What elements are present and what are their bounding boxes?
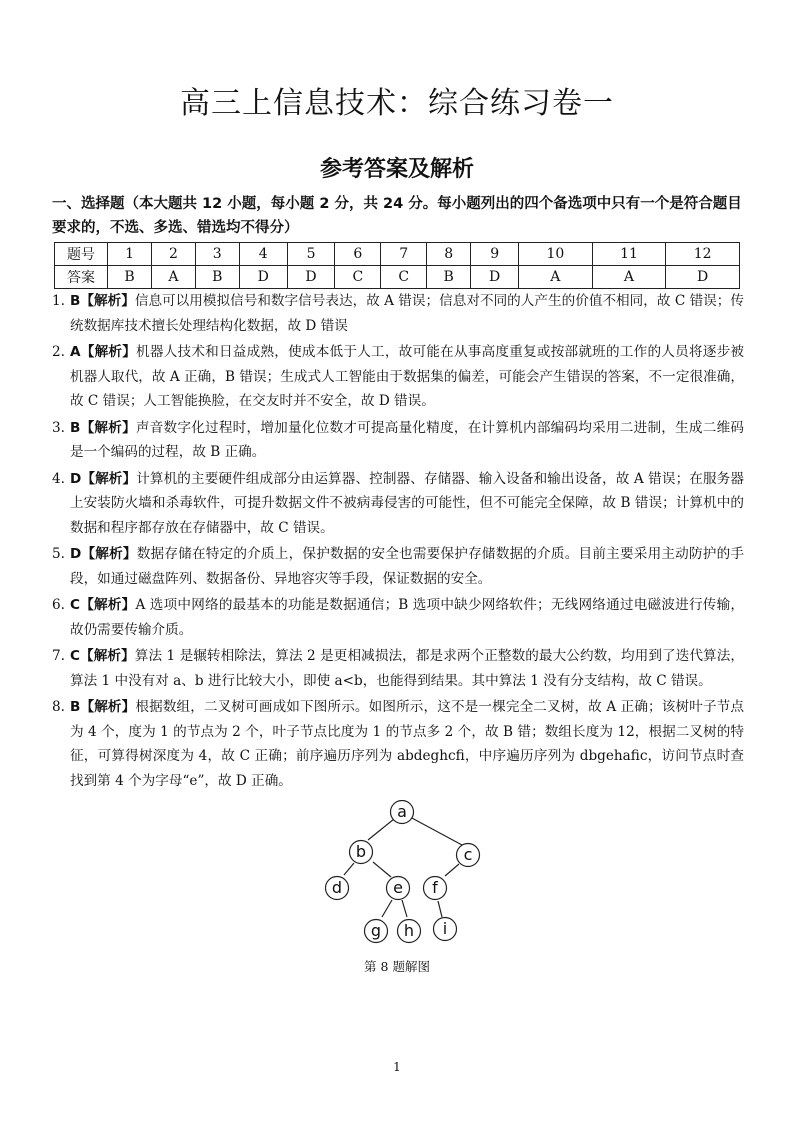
page-number: 1 <box>393 1060 401 1074</box>
answer-row <box>55 266 740 289</box>
question-number: 4 <box>239 243 287 266</box>
tree-node-d-label: d <box>331 878 343 897</box>
binary-tree-figure <box>318 800 488 950</box>
question-number: 2 <box>152 243 195 266</box>
item-text: A 选项中网络的最基本的功能是数据通信；B 选项中缺少网络软件；无线网络通过电磁波进行传输，故仍需要传输介质。 <box>70 597 744 638</box>
explanation-item-2 <box>52 340 744 414</box>
answer-cell: B <box>108 266 152 289</box>
question-number: 12 <box>666 243 740 266</box>
explanation-list <box>52 289 744 795</box>
item-text: 算法 1 是辗转相除法，算法 2 是更相减损法，都是求两个正整数的最大公约数，均用到了迭代算法，算法 1 中没有对 a、b 进行比较大小，即使 a<b，也能得到结果。其中算法 1 没有分支结构，故 C 错误。 <box>70 648 744 689</box>
explanation-item-5 <box>52 542 744 591</box>
question-number-row <box>55 243 740 266</box>
question-number: 1 <box>108 243 152 266</box>
question-number: 3 <box>195 243 239 266</box>
tree-node-e-label: e <box>393 878 403 897</box>
item-answer-tag: B【解析】 <box>70 699 136 715</box>
edge-e-h <box>402 900 407 917</box>
edge-f-i <box>438 901 442 917</box>
page-title: 高三上信息技术：综合练习卷一 <box>180 86 614 121</box>
tree-node-g-label: g <box>370 921 382 940</box>
question-number: 10 <box>519 243 593 266</box>
answer-cell: B <box>427 266 471 289</box>
item-answer-tag: D【解析】 <box>70 546 137 562</box>
answer-table <box>54 242 740 289</box>
item-number: 3. <box>52 419 65 436</box>
explanation-item-1 <box>52 289 744 338</box>
explanation-item-3 <box>52 416 744 465</box>
tree-node-h-label: h <box>403 921 415 940</box>
item-text: 计算机的主要硬件组成部分由运算器、控制器、存储器、输入设备和输出设备，故 A 错误；在服务器上安装防火墙和杀毒软件，可提升数据文件不被病毒侵害的可能性，但不可能完全保障，故 B 错误；计算机中的数据和程序都存放在存储器中，故 C 错误。 <box>70 470 744 536</box>
item-answer-tag: C【解析】 <box>70 648 135 664</box>
item-text: 数据存储在特定的介质上，保护数据的安全也需要保护存储数据的介质。目前主要采用主动防护的手段，如通过磁盘阵列、数据备份、异地容灾等手段，保证数据的安全。 <box>70 546 744 587</box>
row-header-number: 题号 <box>55 243 108 266</box>
edge-e-g <box>382 900 392 917</box>
tree-node-b-label: b <box>355 842 367 861</box>
section-heading: 一、选择题（本大题共 12 小题，每小题 2 分，共 24 分。每小题列出的四个备选项中只有一个是符合题目要求的，不选、多选、错选均不得分） <box>52 196 742 236</box>
answer-cell: A <box>152 266 195 289</box>
answer-cell: B <box>195 266 239 289</box>
question-number: 6 <box>335 243 381 266</box>
tree-node-a-label: a <box>397 802 407 821</box>
question-number: 9 <box>471 243 519 266</box>
item-answer-tag: A【解析】 <box>70 344 137 360</box>
question-number: 7 <box>381 243 427 266</box>
item-number: 5. <box>52 546 65 562</box>
edge-b-d <box>344 863 354 875</box>
item-number: 7. <box>52 648 65 664</box>
answer-cell: D <box>666 266 740 289</box>
row-header-answer: 答案 <box>55 266 108 289</box>
item-answer-tag: B【解析】 <box>70 293 135 309</box>
item-answer-tag: C【解析】 <box>70 597 136 613</box>
question-number: 11 <box>592 243 666 266</box>
tree-node-c-label: c <box>463 845 473 864</box>
tree-node-f-label: f <box>432 878 438 897</box>
tree-node-i-label: i <box>442 919 448 938</box>
answer-cell: D <box>471 266 519 289</box>
item-number: 6. <box>52 597 65 613</box>
item-number: 2. <box>52 344 65 360</box>
item-answer-tag: D【解析】 <box>70 470 137 487</box>
question-number: 5 <box>287 243 335 266</box>
explanation-item-4 <box>52 467 744 541</box>
item-text: 信息可以用模拟信号和数字信号表达，故 A 错误；信息对不同的人产生的价值不相同，故 C 错误；传统数据库技术擅长处理结构化数据，故 D 错误 <box>70 293 744 334</box>
explanation-item-8 <box>52 695 744 793</box>
answer-cell: D <box>239 266 287 289</box>
answer-cell: A <box>519 266 593 289</box>
explanation-item-6 <box>52 593 744 642</box>
answer-subtitle: 参考答案及解析 <box>319 157 474 182</box>
item-text: 机器人技术和日益成熟，使成本低于人工，故可能在从事高度重复或按部就班的工作的人员将逐步被机器人取代，故 A 正确，B 错误；生成式人工智能由于数据集的偏差，可能会产生错误的答案，不一定很准确，故 C 错误；人工智能换脸，在交友时并不安全，故 D 错误。 <box>70 344 744 409</box>
item-number: 8. <box>52 699 65 715</box>
answer-cell: D <box>287 266 335 289</box>
figure-caption: 第 8 题解图 <box>364 959 430 974</box>
item-answer-tag: B【解析】 <box>70 419 136 436</box>
item-text: 根据数组，二叉树可画成如下图所示。如图所示，这不是一棵完全二叉树，故 A 正确；该树叶子节点为 4 个，度为 1 的节点为 2 个，叶子节点比度为 1 的节点多 2 个，故 B 错；数组长度为 12，根据二叉树的特征，可算得树深度为 4，故 C 正确；前序遍历序列为 abdeghcfi，中序遍历序列为 dbgehafic，访问节点时查找到第 4 个为字母“e”，故 D 正确。 <box>70 699 744 789</box>
answer-cell: C <box>381 266 427 289</box>
item-text: 声音数字化过程时，增加量化位数才可提高量化精度，在计算机内部编码均采用二进制，生成二维码是一个编码的过程，故 B 正确。 <box>70 419 744 460</box>
answer-cell: C <box>335 266 381 289</box>
tree-edges <box>344 817 462 917</box>
answer-cell: A <box>592 266 666 289</box>
explanation-item-7 <box>52 644 744 693</box>
edge-a-b <box>368 819 394 840</box>
question-number: 8 <box>427 243 471 266</box>
edge-a-c <box>410 817 462 845</box>
edge-b-e <box>373 862 391 877</box>
item-number: 4. <box>52 470 65 487</box>
edge-c-f <box>445 864 459 876</box>
item-number: 1. <box>52 293 65 309</box>
